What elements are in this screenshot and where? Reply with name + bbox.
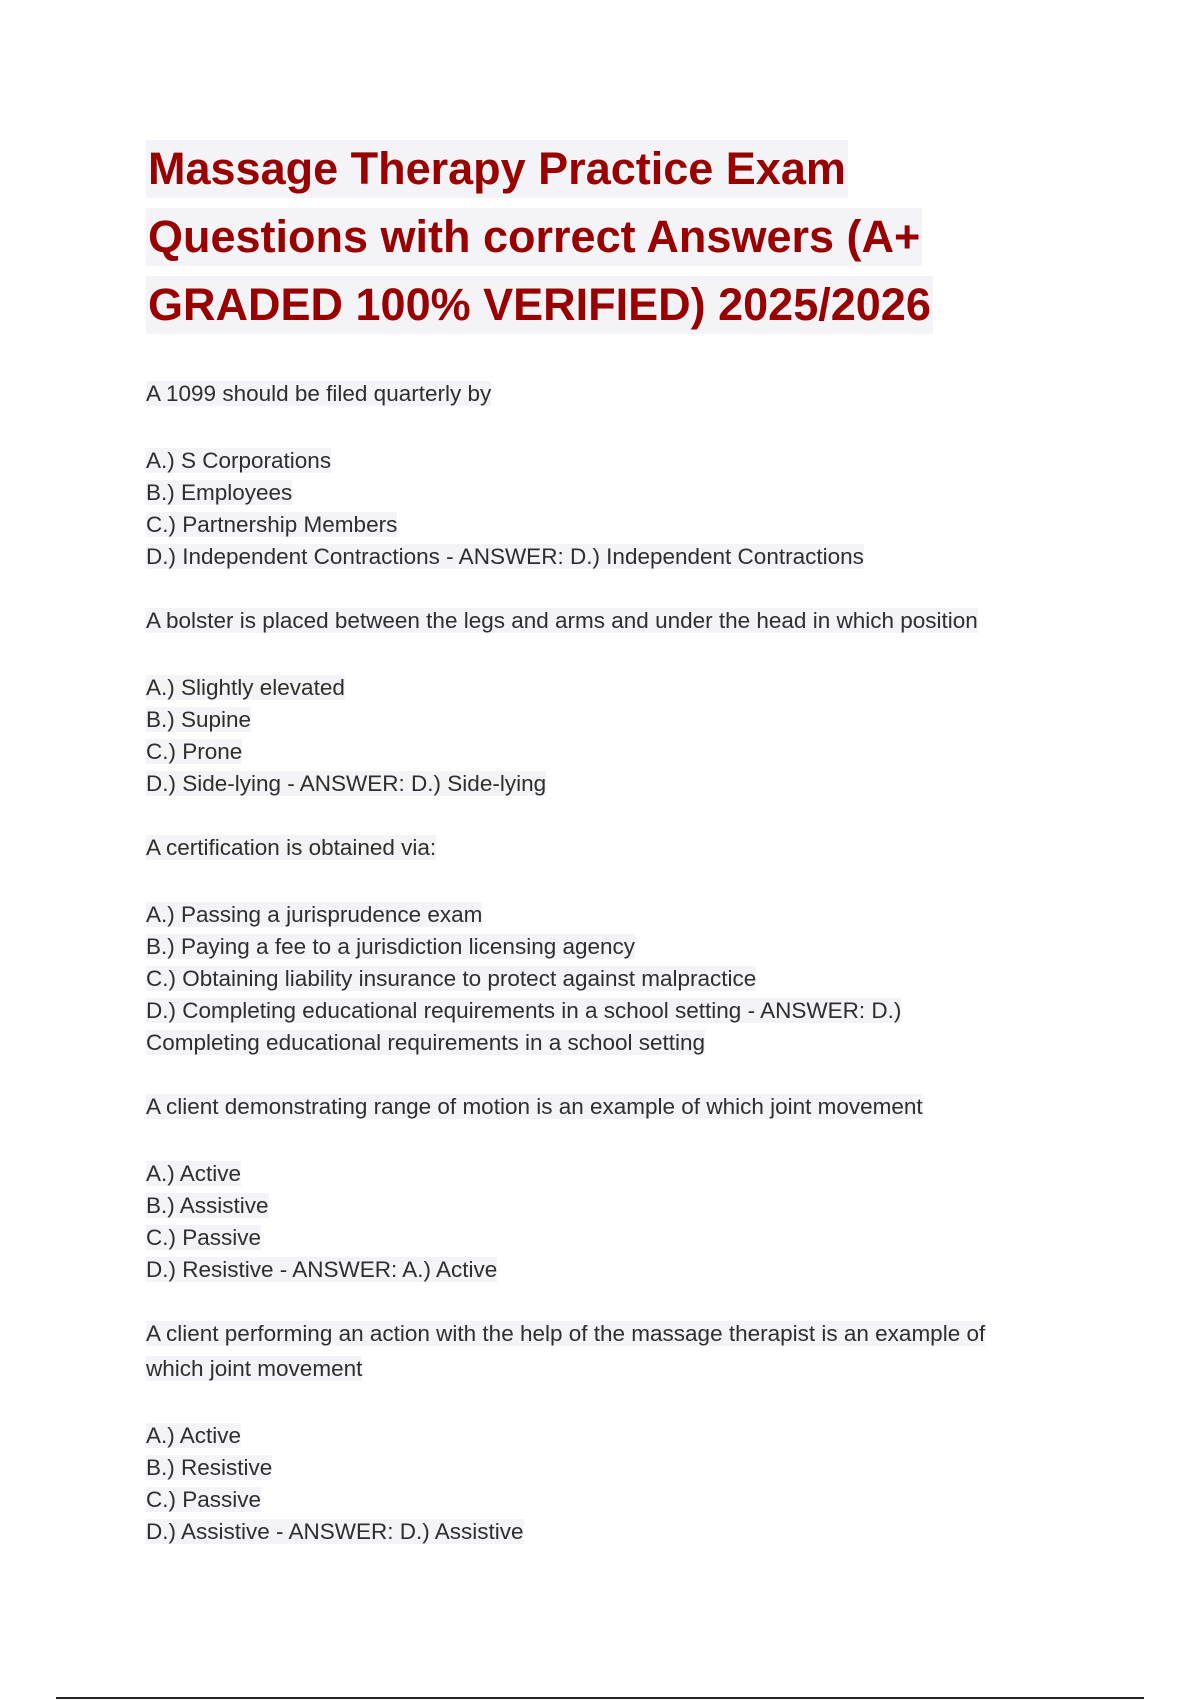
title-line-1: Massage Therapy Practice Exam [146, 140, 848, 198]
document-content [146, 140, 1086, 1580]
option-b: B.) Supine [146, 707, 252, 732]
option-d-answer: D.) Side-lying - ANSWER: D.) Side-lying [146, 771, 547, 796]
question-block-2 [146, 605, 1086, 800]
option-a: A.) Active [146, 1423, 242, 1448]
question-block-1 [146, 378, 1086, 573]
option-b: B.) Paying a fee to a jurisdiction licensing agency [146, 934, 636, 959]
option-c: C.) Obtaining liability insurance to protect against malpractice [146, 966, 757, 991]
question-text-continued: which joint movement [146, 1356, 363, 1381]
option-a: A.) Passing a jurisprudence exam [146, 902, 483, 927]
option-list [146, 899, 1086, 1059]
option-list [146, 1420, 1086, 1548]
question-text: A client demonstrating range of motion is an example of which joint movement [146, 1094, 923, 1119]
option-a: A.) S Corporations [146, 448, 332, 473]
title-line-2: Questions with correct Answers (A+ [146, 208, 922, 266]
option-d-answer: D.) Completing educational requirements in a school setting - ANSWER: D.) [146, 998, 902, 1023]
option-list [146, 445, 1086, 573]
option-a: A.) Slightly elevated [146, 675, 345, 700]
option-b: B.) Resistive [146, 1455, 273, 1480]
option-d-answer-continued: Completing educational requirements in a school setting [146, 1030, 706, 1055]
option-a: A.) Active [146, 1161, 242, 1186]
option-c: C.) Prone [146, 739, 243, 764]
question-text: A client performing an action with the help of the massage therapist is an example of [146, 1321, 986, 1346]
option-d-answer: D.) Assistive - ANSWER: D.) Assistive [146, 1519, 524, 1544]
footer-divider [56, 1697, 1144, 1699]
option-c: C.) Passive [146, 1487, 262, 1512]
question-text: A 1099 should be filed quarterly by [146, 381, 492, 406]
option-c: C.) Partnership Members [146, 512, 398, 537]
option-c: C.) Passive [146, 1225, 262, 1250]
question-block-5 [146, 1318, 1086, 1548]
option-d-answer: D.) Resistive - ANSWER: A.) Active [146, 1257, 498, 1282]
option-d-answer: D.) Independent Contractions - ANSWER: D.) Independent Contractions [146, 544, 864, 569]
option-b: B.) Assistive [146, 1193, 269, 1218]
question-text: A certification is obtained via: [146, 835, 437, 860]
title-line-3: GRADED 100% VERIFIED) 2025/2026 [146, 276, 933, 334]
document-title [146, 140, 1086, 344]
question-block-4 [146, 1091, 1086, 1286]
option-b: B.) Employees [146, 480, 293, 505]
question-text: A bolster is placed between the legs and arms and under the head in which position [146, 608, 978, 633]
option-list [146, 672, 1086, 800]
option-list [146, 1158, 1086, 1286]
question-block-3 [146, 832, 1086, 1059]
